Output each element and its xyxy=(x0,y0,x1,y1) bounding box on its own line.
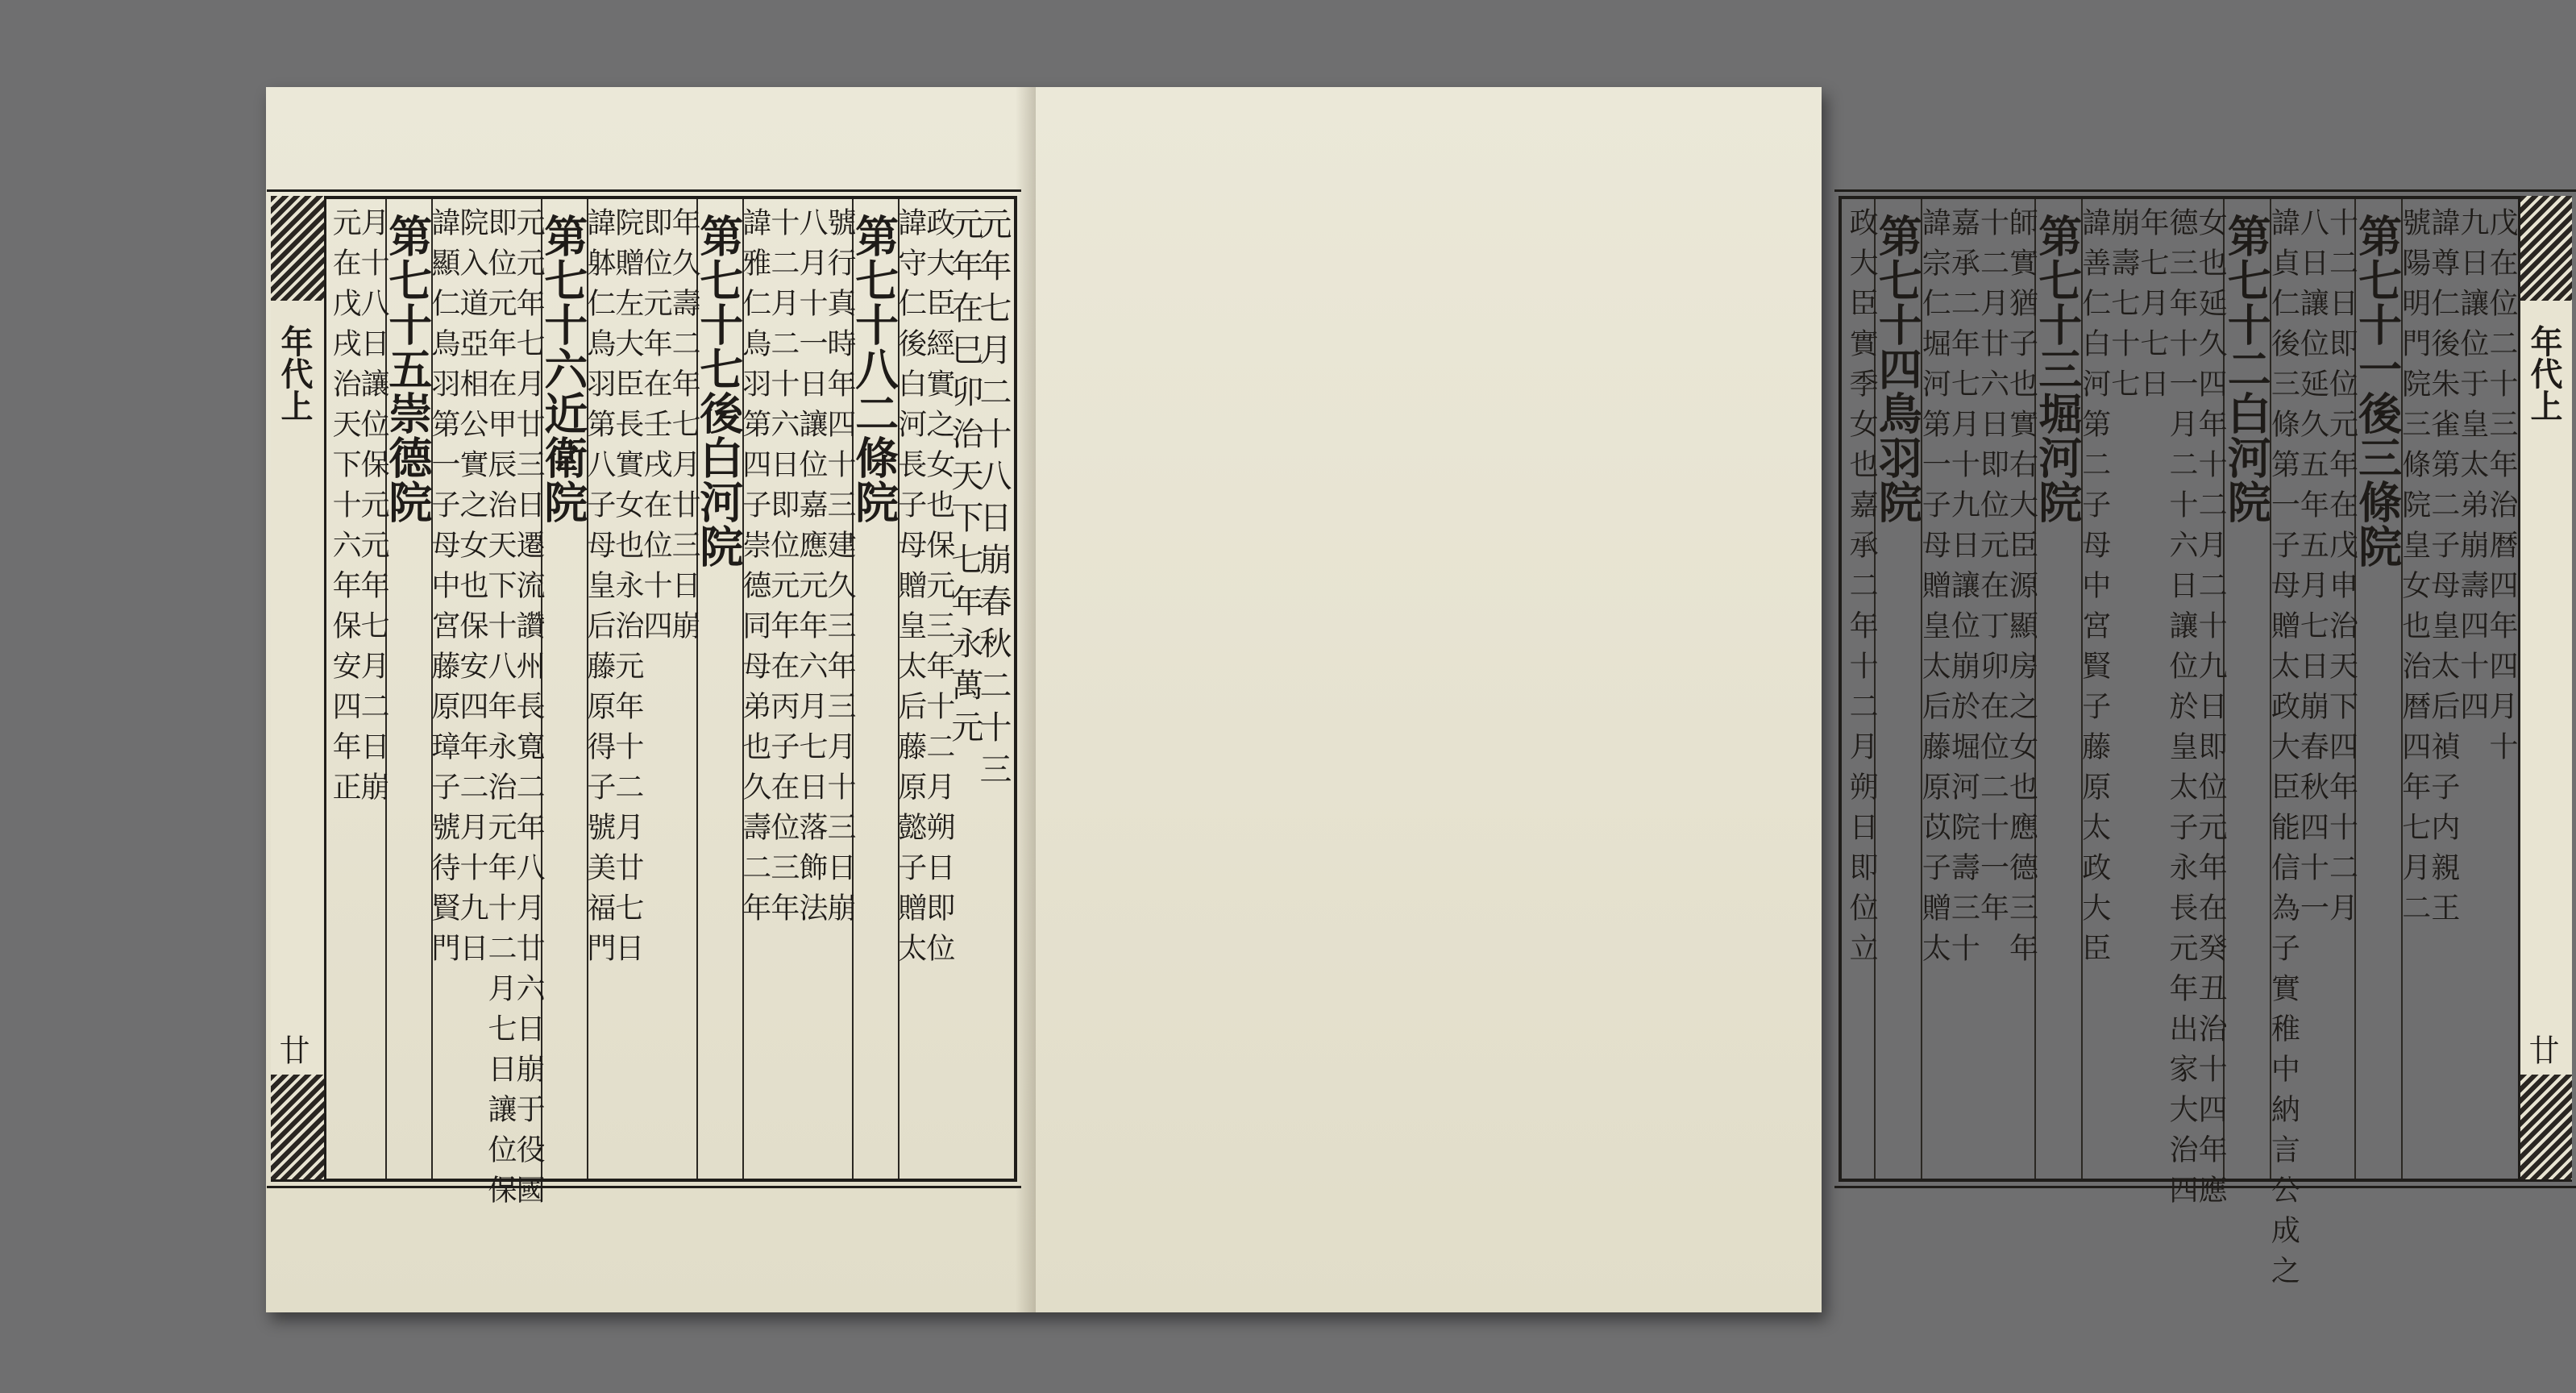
emperor-heading: 第七十五崇德院 xyxy=(381,214,434,524)
column-rule xyxy=(431,199,433,1179)
column-rule xyxy=(541,199,542,1179)
text-column: 年七月七日 xyxy=(2135,207,2169,409)
text-column: 諱貞仁後三條第一子母贈太政大臣能信為子實稚中納言公成之 xyxy=(2266,207,2300,1295)
emperor-heading: 第七十二白河院 xyxy=(2221,214,2273,524)
text-column: 師實猶子也實右大臣源顯房之女也應德三年 xyxy=(2005,207,2038,973)
text-column: 院入道亞相公實之女也保安四年二月十九日 xyxy=(455,207,488,973)
right-page-frame xyxy=(1839,196,2572,1295)
text-column: 八月十一日讓位嘉應元年六月七日落飾法 xyxy=(794,207,828,933)
text-column: 八日讓位延久五年五月七日崩春秋四十一 xyxy=(2296,207,2329,933)
right-side-title: 年代上 xyxy=(2525,325,2563,422)
column-rule xyxy=(2401,199,2403,1179)
text-column: 即位元年在壬戌在位十四 xyxy=(638,207,672,651)
text-column: 十二月二十六日即位元年在丙子在位三年 xyxy=(766,207,800,933)
text-column: 諱顯仁鳥羽第一子母中宮藤原璋子號待賢門 xyxy=(426,207,460,973)
column-rule xyxy=(696,199,698,1179)
text-column: 政大臣經實之女也保元三年十二月朔日即位 xyxy=(921,207,955,973)
text-column: 九日讓位于皇太弟崩壽四十四 xyxy=(2455,207,2489,731)
text-column: 諱雅仁鳥羽第四子崇德同母弟也久壽二年 xyxy=(737,207,771,933)
text-column: 即位元年在甲辰治天下十八年永治元年十二月七日讓位保 xyxy=(484,207,517,1215)
left-page-number: 廿一 xyxy=(274,1034,310,1096)
fish-tail-ornament-bottom xyxy=(271,1075,324,1179)
column-rule xyxy=(742,199,744,1179)
column-rule xyxy=(898,199,900,1179)
left-page xyxy=(266,87,1036,1312)
column-rule xyxy=(2081,199,2083,1179)
text-column: 諱守仁後白河長子母贈皇太后藤原懿子贈太 xyxy=(893,207,927,973)
right-page xyxy=(1036,87,2563,1312)
text-column: 戊在位二十三年治暦四年四月十 xyxy=(2484,207,2518,771)
column-rule xyxy=(385,199,387,1179)
column-rule xyxy=(2223,199,2225,1179)
text-column: 崩壽七十七 xyxy=(2106,207,2140,409)
text-column: 元年七月二十八日崩春秋二十三 xyxy=(974,207,1012,794)
left-page-frame xyxy=(271,196,1017,1215)
text-column: 諱尊仁後朱雀第二子母皇太后禎子内親王 xyxy=(2426,207,2460,933)
column-rule xyxy=(852,199,854,1179)
text-column: 年久壽二年七月廿三日崩 xyxy=(667,207,701,651)
column-rule xyxy=(1874,199,1876,1179)
column-rule xyxy=(2034,199,2036,1179)
text-column: 元元年七月廿三日遷流讚州長寛二年八月廿六日崩于役國 xyxy=(512,207,546,1215)
fish-tail-ornament-bottom xyxy=(2520,1075,2572,1179)
text-column: 號陽明門院三條院皇女也治暦四年七月二 xyxy=(2397,207,2431,933)
text-column: 院贈左大臣長實女也永治元年十二月廿七日 xyxy=(610,207,644,973)
column-rule xyxy=(587,199,588,1179)
emperor-heading: 第七十七後白河院 xyxy=(692,214,745,568)
emperor-heading: 第七十四鳥羽院 xyxy=(1872,214,1924,524)
right-margin-strip xyxy=(2518,196,2572,1179)
text-column: 諱躰仁鳥羽第八子母皇后藤原得子號美福門 xyxy=(582,207,616,973)
text-column: 十二月廿六日即位元在丁卯在位二十一年 xyxy=(1976,207,2009,933)
column-rule xyxy=(1921,199,1922,1179)
column-rule xyxy=(2354,199,2356,1179)
text-column: 諱宗仁堀河第一子母贈皇太后藤原苡子贈太 xyxy=(1917,207,1951,973)
text-column: 元在戊戌治天下十六年保安四年正 xyxy=(328,207,362,812)
emperor-heading: 第七十三堀河院 xyxy=(2031,214,2084,524)
column-rule xyxy=(2270,199,2271,1179)
text-column: 十二日即位元年在戊申治天下四年十二月 xyxy=(2325,207,2358,933)
emperor-heading: 第七十一後三條院 xyxy=(2351,214,2404,568)
text-column: 政大臣實季女也嘉承二年十二月朔日即位立 xyxy=(1845,207,1879,973)
emperor-heading: 第七十六近衛院 xyxy=(537,214,589,524)
left-side-title: 年代上 xyxy=(276,325,314,422)
text-column: 月十八日讓位保元元年七月二日崩 xyxy=(356,207,390,812)
text-column: 德三年十一月二十六日讓位於皇太子永長元年出家大治四 xyxy=(2165,207,2199,1215)
emperor-heading: 第七十八二條院 xyxy=(848,214,900,524)
right-page-number: 廿 xyxy=(2524,1034,2559,1065)
fish-tail-ornament-top xyxy=(271,196,324,301)
left-margin-strip xyxy=(271,196,326,1179)
text-column: 女也延久四年十二月二十九日即位元年在癸丑治十四年應 xyxy=(2194,207,2228,1215)
text-column: 嘉承二年七月十九日讓位崩於堀河院壽三十 xyxy=(1947,207,1980,973)
text-column: 元年在巳卯治天下七年永萬元 xyxy=(945,207,983,752)
text-column: 諱善仁白河第二子母中宮賢子藤原太政大臣 xyxy=(2077,207,2111,973)
fish-tail-ornament-top xyxy=(2520,196,2572,301)
open-book xyxy=(266,87,2563,1312)
text-column: 號行真時年四十三建久三年三月十三日崩 xyxy=(823,207,857,933)
